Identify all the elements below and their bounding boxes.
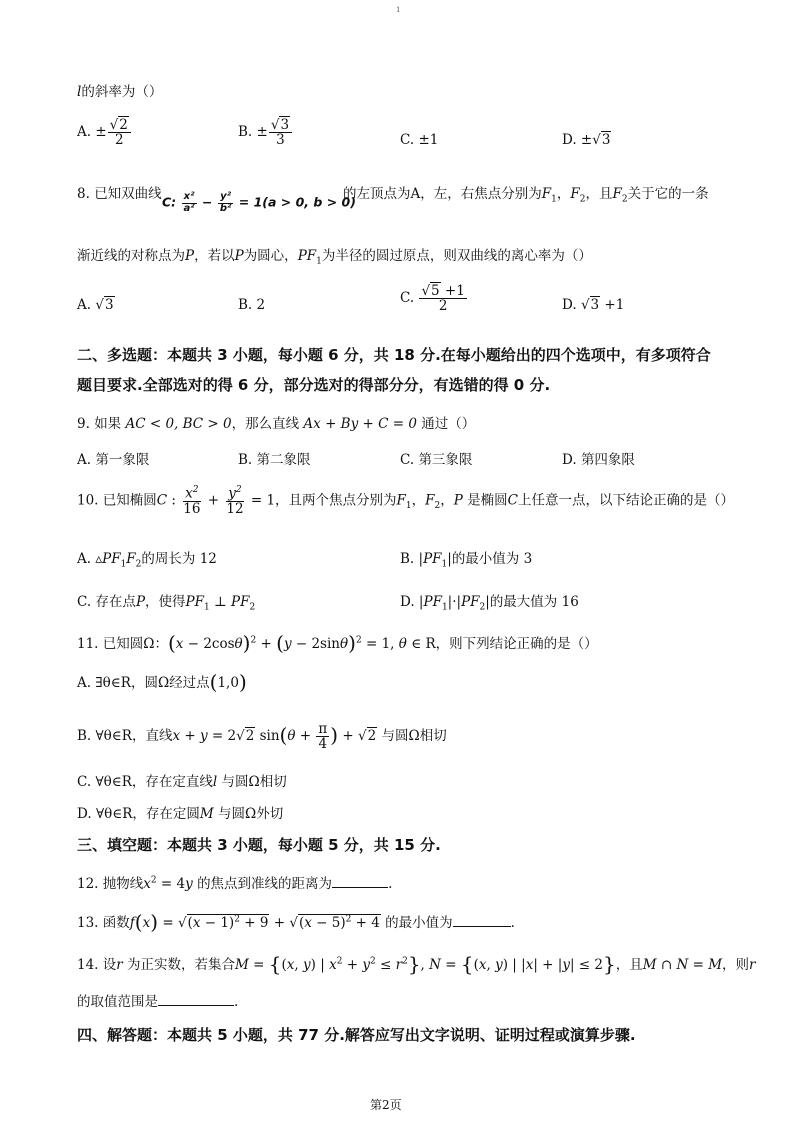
q11-lead: 已知圆Ω：: [102, 636, 168, 652]
option-7a: A. ± √ $\frac{2}{2}$: [77, 118, 132, 147]
option-8c: C. √ $\frac{5 +1}{2}$: [400, 284, 468, 313]
option-7b: B. ± √ $\frac{3}{3}$: [238, 118, 293, 147]
option-7c: [400, 132, 438, 148]
option-11a: A. ∃θ∈R，圆Ω经过点(1,0): [77, 670, 247, 694]
option-text: 第三象限: [418, 452, 473, 468]
question-13: 13. 函数f(x) = √ $(x - 1)^2 + 9$ + √ $(x - 5)^2 + 4$ 的最小值为 .: [77, 910, 515, 934]
q8-lead: 已知双曲线: [94, 186, 162, 202]
q9-equation: Ax + By + C = 0: [303, 416, 417, 432]
option-8b: B. 2: [238, 297, 266, 313]
q14-tail1: ，且: [615, 957, 643, 973]
q8-line2c: 为圆心，: [243, 248, 298, 264]
question-12: 12. 抛物线$x^2 = 4y$ 的焦点到准线的距离为 .: [77, 875, 393, 892]
option-text-2: 与圆Ω外切: [218, 806, 284, 822]
option-text: ∀θ∈R，存在定直线: [95, 774, 213, 790]
option-text: 存在点: [95, 594, 136, 610]
q9-condition: AC < 0, BC > 0: [125, 416, 232, 432]
q8-line2b: ，若以: [194, 248, 235, 264]
question-number: 14.: [77, 957, 99, 973]
q11-tail: ，则下列结论正确的是（）: [435, 636, 598, 652]
q8-text1: 的左顶点为A，左，右焦点分别为: [343, 186, 542, 202]
q14-mid: 为正实数，若集合: [127, 957, 236, 973]
q13-tail: 的最小值为: [385, 915, 453, 931]
option-text: 的最小值为 3: [451, 551, 533, 567]
question-14-line2: 的取值范围是 .: [77, 994, 239, 1010]
question-number: 10.: [77, 492, 99, 509]
q14-line2: 的取值范围是: [77, 994, 158, 1010]
option-8a: A. √ 3: [77, 297, 115, 313]
option-9a: A. 第一象限: [77, 452, 150, 468]
option-text: 的周长为 12: [141, 551, 217, 567]
option-7d: D. ±√ 3: [562, 132, 611, 148]
section-3-header: 三、填空题：本题共 3 小题，每小题 5 分，共 15 分.: [77, 836, 441, 854]
option-text: ±1: [418, 132, 439, 148]
option-text-2: 与圆Ω相切: [221, 774, 287, 790]
option-label: A.: [77, 124, 92, 141]
option-text: 第一象限: [95, 452, 150, 468]
answer-blank[interactable]: [453, 926, 511, 927]
q7-tail-text: 的斜率为（）: [81, 84, 163, 100]
option-8d: D. √ 3 +1: [562, 297, 624, 313]
q14-tail2: ，则: [722, 957, 750, 973]
question-number: 12.: [77, 876, 99, 892]
q10-tail1: ，且两个焦点分别为: [275, 492, 397, 509]
question-number: 11.: [77, 636, 99, 652]
option-9d: D. 第四象限: [562, 452, 635, 468]
option-label: D.: [562, 132, 577, 148]
q10-tail3: 上任意一点，以下结论正确的是（）: [517, 492, 734, 509]
option-11d: D. ∀θ∈R，存在定圆M 与圆Ω外切: [77, 806, 284, 822]
answer-blank[interactable]: [332, 887, 388, 888]
option-9c: C. 第三象限: [400, 452, 473, 468]
option-label: C.: [400, 132, 415, 148]
option-10d: D. $|PF_1|\cdot|PF_2|$的最大值为 16: [400, 594, 579, 613]
q14-lead: 设: [102, 957, 117, 973]
question-8-cont: 的左顶点为A，左，右焦点分别为$F_1$，$F_2$，且$F_2$关于它的一条: [343, 186, 709, 205]
page-top-mark: 1: [396, 6, 401, 14]
option-text: ∀θ∈R，存在定圆: [95, 806, 200, 822]
option-text: 2: [256, 297, 266, 313]
question-10: 10. 已知椭圆C : $\frac{x^2}{16}$ + $\frac{y^2}{12}$ = 1，且两个焦点分别为$F_1$，$F_2$，P 是椭圆C上任意一点，以下结论正确的是（）: [77, 485, 734, 517]
q9-tail: 通过（）: [421, 416, 476, 432]
q10-lead: 已知椭圆: [102, 492, 157, 509]
q8-text3: 关于它的一条: [627, 186, 709, 202]
q8-line2d: 为半径的圆过原点，则双曲线的离心率为（）: [321, 248, 592, 264]
option-text-2: ，使得: [145, 594, 186, 610]
section-2-header-line2: 题目要求.全部选对的得 6 分，部分选对的得部分分，有选错的得 0 分.: [77, 376, 551, 394]
q13-lead: 函数: [102, 915, 130, 931]
page-number: 第2页: [370, 1098, 402, 1112]
question-7-tail: [77, 80, 162, 100]
q10-tail2: 是椭圆: [467, 492, 508, 509]
option-11c: C. ∀θ∈R，存在定直线l 与圆Ω相切: [77, 774, 287, 790]
section-2-header-line1: 二、多选题：本题共 3 小题，每小题 6 分，共 18 分.在每小题给出的四个选项中，有多项符合: [77, 346, 711, 364]
hyperbola-formula: C: $\frac{\text{x²}}{\text{a²}}$ − $\frac{\text{y²}}{\text{b²}}$ = 1(a > 0, b > 0): [162, 191, 356, 214]
answer-blank[interactable]: [158, 1005, 234, 1006]
option-text: 第二象限: [256, 452, 311, 468]
option-label: B.: [238, 124, 253, 141]
q8-line2a: 渐近线的对称点为: [77, 248, 185, 264]
option-text-2: 与圆Ω相切: [381, 728, 447, 745]
option-text: 的最大值为 16: [489, 594, 579, 610]
question-14: 14. 设r 为正实数，若集合M = {(x, y) | $x^2 + y^2 \le r^2$}, N = {(x, y) | |x| + |y| ≤ 2}，且M ∩ N = M，则r: [77, 952, 756, 976]
option-11b: B. ∀θ∈R，直线x + y = 2√ 2 sin(θ + $\frac{\pi}{4}$ ) + √ 2 与圆Ω相切: [77, 722, 447, 751]
question-number: 13.: [77, 915, 99, 931]
fraction: √ $\frac{2}{2}$: [108, 118, 131, 147]
line-l: l: [77, 84, 82, 100]
question-11: 11. 已知圆Ω：$(x - 2\cos\theta)^2 + (y - 2\sin\theta)^2 = 1$, θ ∈ R，则下列结论正确的是（）: [77, 631, 598, 655]
option-text: ∃θ∈R，圆Ω经过点: [95, 675, 210, 691]
question-9: [77, 412, 475, 432]
option-10c: C. 存在点P，使得$PF_1$ ⊥ $PF_2$: [77, 594, 256, 613]
option-text: ∀θ∈R，直线: [95, 728, 173, 745]
question-8: [77, 182, 162, 202]
question-number: 9.: [77, 416, 90, 432]
option-10a: A. $▵PF_1F_2$的周长为 12: [77, 551, 217, 570]
q8-text2: ，且: [585, 186, 613, 202]
question-8-line2: 渐近线的对称点为P，若以P为圆心，$PF_1$为半径的圆过原点，则双曲线的离心率为（）: [77, 248, 592, 267]
option-10b: B. $|PF_1|$的最小值为 3: [400, 551, 533, 570]
q9-mid: ，那么直线: [231, 416, 300, 432]
question-number: 8.: [77, 186, 90, 202]
q9-lead: 如果: [94, 416, 122, 432]
q12-tail: 的焦点到准线的距离为: [197, 876, 333, 892]
option-text: 第四象限: [580, 452, 635, 468]
q12-lead: 抛物线: [102, 876, 144, 892]
section-4-header: 四、解答题：本题共 5 小题，共 77 分.解答应写出文字说明、证明过程或演算步骤.: [77, 1026, 636, 1044]
fraction: √ $\frac{3}{3}$: [269, 118, 292, 147]
option-9b: B. 第二象限: [238, 452, 311, 468]
